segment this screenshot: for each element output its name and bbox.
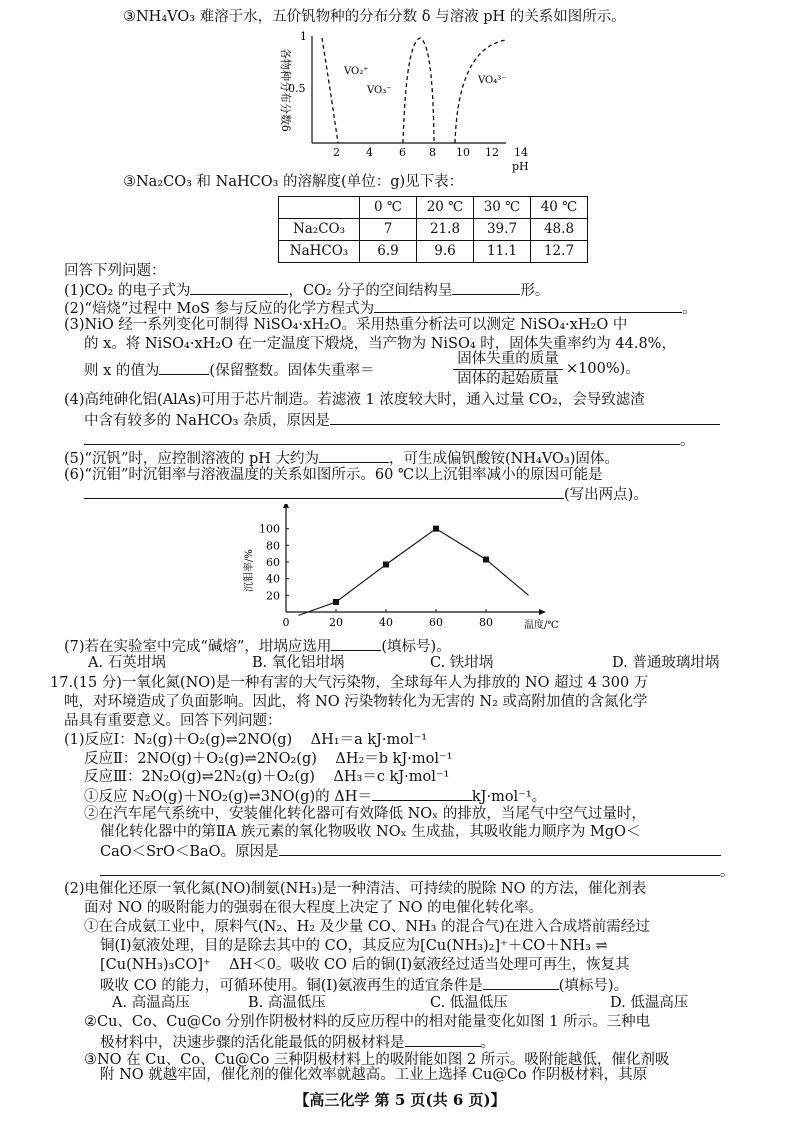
sub-question: 极材料中，决速步骤的活化能最低的阴极材料是 。 <box>100 1032 495 1053</box>
text-line: 回答下列问题： <box>64 263 166 279</box>
sub-question-cont: 。 <box>100 861 735 882</box>
y-axis-arrow <box>283 504 289 508</box>
text-line: 的 x。将 NiSO₄·xH₂O 在一定温度下煅烧，当产物为 NiSO₄ 时，固体失重率约为 44.8%， <box>84 336 676 352</box>
answer-blank[interactable] <box>405 1032 481 1047</box>
x-tick: 10 <box>456 146 470 159</box>
question-5: (5)“沉钒”时，应控制溶液的 pH 大约为 ，可生成偏钒酸铵(NH₄VO₃)固体。 <box>64 448 619 469</box>
x-tick-label: 60 <box>429 616 443 629</box>
x-tick-label: 0 <box>282 616 290 629</box>
text-line: ③NH₄VO₃ 难溶于水，五价钒物种的分布分数 δ 与溶液 pH 的关系如图所示。 <box>123 9 626 25</box>
table-cell: 39.7 <box>474 219 531 241</box>
option[interactable]: B. 高温低压 <box>248 995 326 1011</box>
text-line: (6)“沉钼”时沉钼率与溶液温度的关系如图所示。60 ℃以上沉钼率减小的原因可能是 <box>64 467 603 483</box>
option[interactable]: A. 高温高压 <box>112 995 190 1011</box>
x-axis-label: pH <box>512 160 529 173</box>
species-label: VO₃⁻ <box>367 85 392 96</box>
solubility-table <box>278 196 588 263</box>
x-tick: 2 <box>333 146 340 159</box>
option[interactable]: C. 低温低压 <box>430 995 508 1011</box>
text-line: [Cu(NH₃)₃CO]⁺ ΔH＜0。吸收 CO 后的铜(Ⅰ)氨液经过适当处理可再生，恢复其 <box>100 957 630 973</box>
y-tick-label: 80 <box>266 539 280 553</box>
table-cell: 6.9 <box>360 241 417 263</box>
question-6: (写出两点)。 <box>84 484 648 505</box>
table-cell: 11.1 <box>474 241 531 263</box>
x-tick: 14 <box>514 146 528 159</box>
table-cell: 40 ℃ <box>531 197 588 219</box>
option[interactable]: D. 低温高压 <box>610 995 689 1011</box>
option[interactable]: D. 普通玻璃坩埚 <box>612 655 720 671</box>
option[interactable]: C. 铁坩埚 <box>430 655 494 671</box>
table-header-row <box>279 197 588 219</box>
text-line: 吨，对环境造成了负面影响。因此，将 NO 污染物转化为无害的 N₂ 或高附加值的含氮化学 <box>64 694 648 710</box>
answer-blank[interactable] <box>483 975 559 990</box>
option[interactable]: B. 氧化铝坩埚 <box>252 655 345 671</box>
table-cell: 21.8 <box>417 219 474 241</box>
answer-blank[interactable] <box>330 410 720 425</box>
table-cell: NaHCO₃ <box>279 241 360 263</box>
table-cell: 12.7 <box>531 241 588 263</box>
sub-question: CaO＜SrO＜BaO。原因是 <box>100 841 721 862</box>
x-tick: 8 <box>429 146 436 159</box>
page-footer: 【高三化学 第 5 页(共 6 页)】 <box>294 1091 506 1109</box>
table-row <box>279 219 588 241</box>
answer-blank[interactable] <box>159 360 209 375</box>
y-tick: 0.5 <box>288 82 306 95</box>
text-line: 催化转化器中的第ⅡA 族元素的氧化物吸收 NOₓ 生成盐，其吸收能力顺序为 MgO＜ <box>100 824 641 840</box>
table-cell: 9.6 <box>417 241 474 263</box>
text-line: 品具有重要意义。回答下列问题： <box>64 713 282 729</box>
text-line: (4)高纯砷化铝(AlAs)可用于芯片制造。若滤液 1 浓度较大时，通入过量 CO₂，会导致滤渣 <box>64 392 645 408</box>
y-tick-label: 20 <box>266 589 280 603</box>
option[interactable]: A. 石英坩埚 <box>88 655 166 671</box>
sub-question: ①反应 N₂O(g)＋NO₂(g)⇌3NO(g)的 ΔH＝ kJ·mol⁻¹。 <box>84 786 546 807</box>
answer-blank[interactable] <box>84 484 564 499</box>
text-line: 面对 NO 的吸附能力的强弱在很大程度上决定了 NO 的电催化转化率。 <box>84 900 544 916</box>
sub-question: 吸收 CO 的能力，可循环使用。铜(Ⅰ)氨液再生的适宜条件是 (填标号)。 <box>100 975 628 996</box>
data-point <box>483 557 489 563</box>
text-line: ①在合成氨工业中，原料气(N₂、H₂ 及少量 CO、NH₃ 的混合气)在进入合成塔前需经过 <box>84 919 650 935</box>
answer-blank[interactable] <box>279 841 721 856</box>
table-cell: 30 ℃ <box>474 197 531 219</box>
question-4-cont: 。 <box>84 430 695 451</box>
species-label: VO₂⁺ <box>344 66 369 77</box>
x-tick: 4 <box>366 146 373 159</box>
reaction: (1)反应Ⅰ：N₂(g)＋O₂(g)⇌2NO(g) ΔH₁＝a kJ·mol⁻¹ <box>64 732 428 748</box>
answer-blank[interactable] <box>190 280 288 295</box>
x-tick: 12 <box>485 146 499 159</box>
text-line: 17.(15 分)一氧化氮(NO)是一种有害的大气污染物，全球每年人为排放的 NO 超过 4 300 万 <box>50 675 649 691</box>
text-line: ×100%)。 <box>566 361 640 377</box>
data-point <box>433 526 439 532</box>
y-tick-label: 100 <box>259 522 280 536</box>
fraction-denominator: 固体的起始质量 <box>457 371 559 387</box>
question-1: (1)CO₂ 的电子式为 ，CO₂ 分子的空间结构呈 形。 <box>64 280 549 301</box>
y-axis-label: 各物种分布分数δ <box>279 48 292 132</box>
table-cell: Na₂CO₃ <box>279 219 360 241</box>
table-row <box>279 241 588 263</box>
answer-blank[interactable] <box>331 636 381 651</box>
question-4: 中含有较多的 NaHCO₃ 杂质，原因是 <box>84 410 720 431</box>
question-3: 则 x 的值为 (保留整数。固体失重率＝ <box>84 360 375 381</box>
data-point <box>383 562 389 568</box>
answer-blank[interactable] <box>452 280 520 295</box>
table-cell: 20 ℃ <box>417 197 474 219</box>
species-label: VO₄³⁻ <box>478 75 507 86</box>
data-point <box>333 599 339 605</box>
fraction-numerator: 固体失重的质量 <box>453 350 563 370</box>
table-cell: 48.8 <box>531 219 588 241</box>
x-axis-arrow <box>539 609 546 615</box>
text-line: ②在汽车尾气系统中，安装催化转化器可有效降低 NOₓ 的排放，当尾气中空气过量时， <box>84 806 646 822</box>
text-line: (3)NiO 经一系列变化可制得 NiSO₄·xH₂O。采用热重分析法可以测定 NiSO₄·xH₂O 中 <box>64 317 628 333</box>
answer-blank[interactable] <box>372 786 472 801</box>
table-cell: 7 <box>360 219 417 241</box>
text-line: 附 NO 就越牢固，催化剂的催化效率就越高。工业上选择 Cu@Co 作阴极材料，其原 <box>100 1067 648 1083</box>
question-2: (2)“焙烧”过程中 MoS 参与反应的化学方程式为 。 <box>64 298 697 319</box>
y-axis-label: 沉钼率/% <box>244 549 255 592</box>
text-line: ③NO 在 Cu、Co、Cu@Co 三种阴极材料上的吸附能如图 2 所示。吸附能越低，催化剂吸 <box>84 1052 670 1068</box>
y-tick-label: 60 <box>266 556 280 569</box>
answer-blank[interactable] <box>84 430 680 445</box>
y-tick-label: 40 <box>266 572 280 586</box>
answer-blank[interactable] <box>319 448 389 463</box>
molybdenum-chart <box>240 504 580 634</box>
text-line: 铜(Ⅰ)氨液处理，目的是除去其中的 CO，其反应为[Cu(NH₃)₂]⁺＋CO＋NH₃ ⇌ <box>100 938 608 954</box>
text-line: (2)电催化还原一氧化氮(NO)制氨(NH₃)是一种清洁、可持续的脱除 NO 的方法，催化剂表 <box>64 881 647 897</box>
y-tick: 1 <box>300 30 307 43</box>
reaction: 反应Ⅱ：2NO(g)＋O₂(g)⇌2NO₂(g) ΔH₂＝b kJ·mol⁻¹ <box>84 751 453 767</box>
x-axis-label: 温度/℃ <box>524 620 559 631</box>
question-7: (7)若在实验室中完成“碱熔”，坩埚应选用 (填标号)。 <box>64 636 451 657</box>
table-cell: 0 ℃ <box>360 197 417 219</box>
text-line: ③Na₂CO₃ 和 NaHCO₃ 的溶解度(单位：g)见下表： <box>123 174 464 190</box>
reaction: 反应Ⅲ：2N₂O(g)⇌2N₂(g)＋O₂(g) ΔH₃＝c kJ·mol⁻¹ <box>84 769 450 785</box>
x-tick: 6 <box>399 146 406 159</box>
x-tick-label: 20 <box>329 616 343 629</box>
fraction <box>453 350 563 389</box>
answer-blank[interactable] <box>374 298 682 313</box>
table-cell <box>279 197 360 219</box>
x-tick-label: 80 <box>479 616 493 629</box>
answer-blank[interactable] <box>100 861 720 876</box>
text-line: ②Cu、Co、Cu@Co 分别作阴极材料的反应历程中的相对能量变化如图 1 所示。三种电 <box>84 1014 651 1030</box>
x-tick-label: 40 <box>379 616 393 629</box>
distribution-figure <box>270 28 530 173</box>
